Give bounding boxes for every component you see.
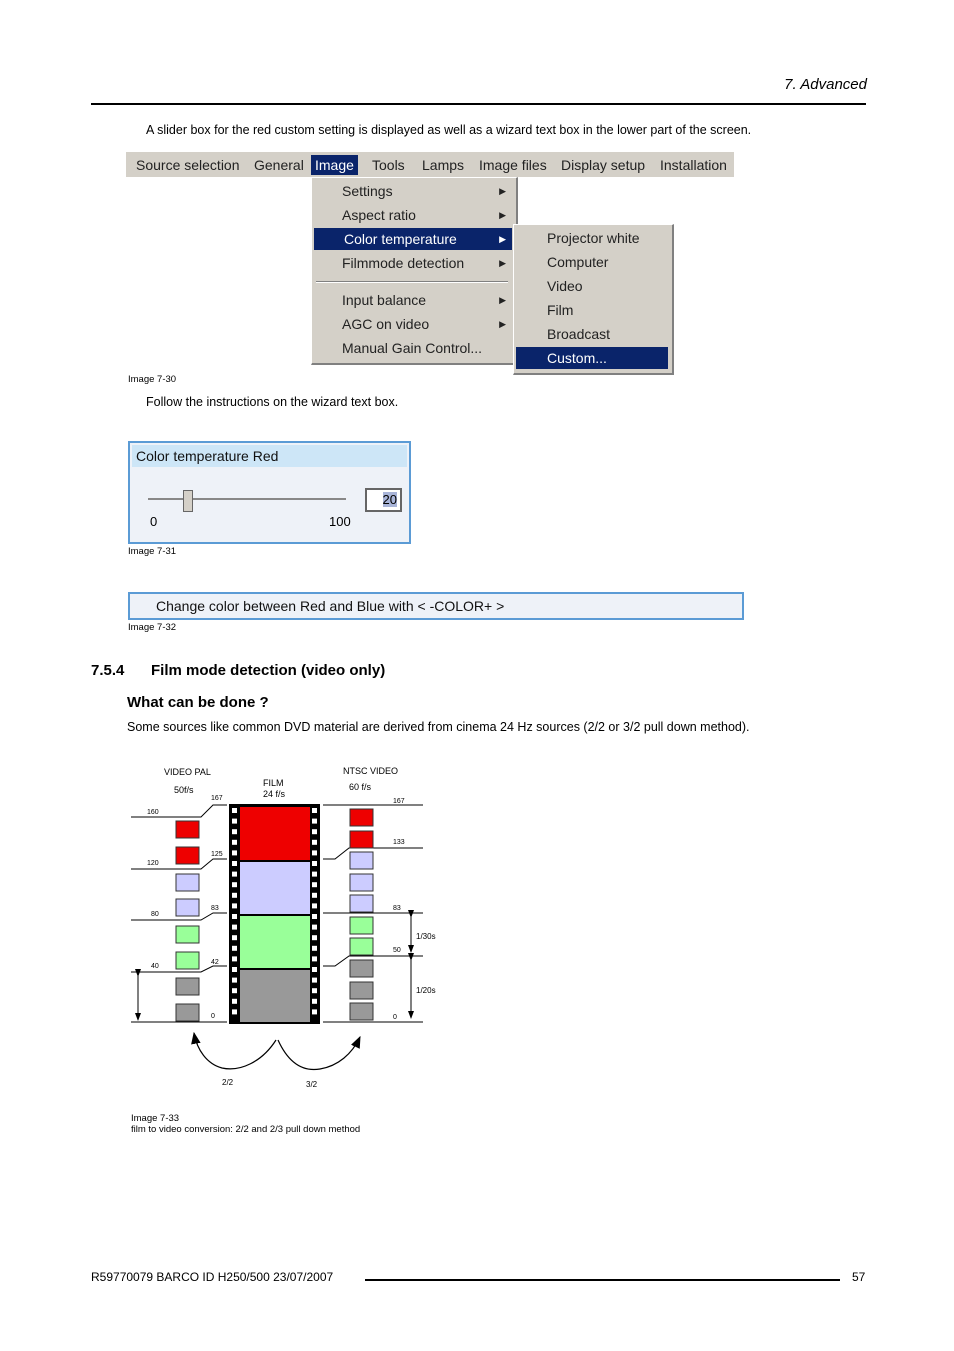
ntsc-frame-green [350, 938, 373, 955]
pal-tick-40: 40 [151, 963, 159, 970]
film-perforation [232, 967, 237, 972]
film-frame-blue [240, 862, 310, 914]
film-perforation [232, 819, 237, 824]
film-perforation [232, 935, 237, 940]
slider-min-label: 0 [150, 514, 158, 529]
menu-display-setup[interactable]: Display setup [561, 157, 646, 173]
film-perforation [312, 999, 317, 1004]
ntsc-rate-label: 60 f/s [349, 782, 372, 792]
film-rate-label: 24 f/s [263, 789, 286, 799]
pal-frame-red [176, 847, 199, 864]
ntsc-tick-83: 83 [393, 905, 401, 912]
instruction-paragraph: Follow the instructions on the wizard text box. [146, 395, 399, 409]
pal-frame-blue [176, 874, 199, 891]
film-perforation [312, 829, 317, 834]
menu-image[interactable]: Image [311, 155, 358, 175]
pal-frame-green [176, 926, 199, 943]
film-perforation [312, 956, 317, 961]
film-perforation [232, 978, 237, 983]
menu-item-label: Input balance [342, 292, 427, 308]
film-perforation [232, 946, 237, 951]
menu-source-selection[interactable]: Source selection [136, 157, 240, 173]
menu-item-label: Manual Gain Control... [342, 340, 483, 356]
pulldown-2-2-label: 2/2 [222, 1078, 234, 1087]
film-perforation [312, 840, 317, 845]
film-label: FILM [263, 778, 284, 788]
film-perforation [312, 914, 317, 919]
film-frame-gray [240, 970, 310, 1022]
film-perforation [232, 956, 237, 961]
menu-tools[interactable]: Tools [372, 157, 405, 173]
film-perforation [312, 861, 317, 866]
pal-boundary-line [131, 805, 227, 817]
film-perforation [312, 882, 317, 887]
film-perforation [232, 925, 237, 930]
ntsc-tick-133: 133 [393, 839, 405, 846]
ntsc-tick-167: 167 [393, 798, 405, 805]
pal-rate-label: 50f/s [174, 785, 194, 795]
menu-item-label: Aspect ratio [342, 207, 416, 223]
pal-frame-gray [176, 1004, 199, 1021]
ntsc-tick-0: 0 [393, 1014, 397, 1021]
submenu-item-broadcast[interactable]: Broadcast [547, 326, 611, 342]
pal-frame-red [176, 821, 199, 838]
submenu-arrow-icon: ▶ [499, 258, 506, 268]
submenu-item-video[interactable]: Video [547, 278, 583, 294]
film-perforation [312, 978, 317, 983]
menu-item-label: AGC on video [342, 316, 430, 332]
subheading-what-can-be-done: What can be done ? [127, 694, 269, 711]
film-perforation [312, 988, 317, 993]
ntsc-frame-red [350, 809, 373, 826]
caption-image-7-32: Image 7-32 [128, 622, 177, 633]
film-frame-green [240, 916, 310, 968]
film-perforation [232, 850, 237, 855]
caption-image-7-33-description: film to video conversion: 2/2 and 2/3 pull down method [131, 1124, 361, 1135]
submenu-arrow-icon: ▶ [499, 186, 506, 196]
pal-tick-83: 83 [211, 905, 219, 912]
film-strip [229, 804, 320, 1024]
intro-paragraph: A slider box for the red custom setting is displayed as well as a wizard text box in the lower part of the screen. [146, 123, 752, 137]
section-title: Film mode detection (video only) [151, 662, 386, 679]
submenu-item-computer[interactable]: Computer [547, 254, 609, 270]
video-pal-label: VIDEO PAL [164, 767, 211, 777]
film-perforation [312, 925, 317, 930]
film-perforation [312, 872, 317, 877]
film-perforation [312, 819, 317, 824]
pal-tick-160: 160 [147, 809, 159, 816]
film-perforation [312, 893, 317, 898]
section-number: 7.5.4 [91, 662, 125, 679]
ntsc-interval-1-30: 1/30s [416, 932, 436, 941]
pal-frame-blue [176, 899, 199, 916]
pal-tick-120: 120 [147, 860, 159, 867]
submenu-item-projector-white[interactable]: Projector white [547, 230, 640, 246]
submenu-arrow-icon: ▶ [499, 210, 506, 220]
film-perforation [312, 808, 317, 813]
pal-frame-gray [176, 978, 199, 995]
slider-value-text: 20 [382, 492, 397, 507]
footer-page-number: 57 [852, 1270, 866, 1284]
film-perforation [232, 893, 237, 898]
pal-tick-42: 42 [211, 959, 219, 966]
section-header-title: 7. Advanced [784, 76, 867, 93]
film-perforation [312, 1009, 317, 1014]
ntsc-video-label: NTSC VIDEO [343, 766, 399, 776]
footer-doc-id: R59770079 BARCO ID H250/500 23/07/2007 [91, 1270, 334, 1284]
pulldown-3-2-label: 3/2 [306, 1080, 318, 1089]
description-paragraph: Some sources like common DVD material are derived from cinema 24 Hz sources (2/2 or 3/2 pull down method). [127, 720, 750, 734]
film-perforation [232, 840, 237, 845]
caption-image-7-33: Image 7-33 [131, 1113, 180, 1124]
slider-box-title: Color temperature Red [132, 445, 407, 467]
film-perforation [232, 872, 237, 877]
ntsc-frame-blue [350, 874, 373, 891]
ntsc-interval-1-20: 1/20s [416, 986, 436, 995]
submenu-item-custom[interactable]: Custom... [516, 347, 668, 369]
film-perforation [232, 808, 237, 813]
pulldown-2-2-arrow [194, 1033, 276, 1069]
film-perforation [312, 946, 317, 951]
caption-image-7-31: Image 7-31 [128, 546, 177, 557]
ntsc-frame-gray [350, 960, 373, 977]
menu-item-label: Filmmode detection [342, 255, 465, 271]
menu-general[interactable]: General [254, 157, 304, 173]
ntsc-frame-gray [350, 982, 373, 999]
film-perforation [232, 1009, 237, 1014]
film-perforation [312, 935, 317, 940]
ntsc-frame-blue [350, 895, 373, 912]
film-perforation [312, 967, 317, 972]
film-perforation [312, 850, 317, 855]
submenu-item-film[interactable]: Film [547, 302, 574, 318]
film-perforation [232, 903, 237, 908]
ntsc-frame-green [350, 917, 373, 934]
slider-max-label: 100 [329, 514, 351, 529]
film-perforation [232, 988, 237, 993]
menu-item-label: Color temperature [344, 231, 457, 247]
menu-installation[interactable]: Installation [660, 157, 727, 173]
pal-tick-80: 80 [151, 911, 159, 918]
ntsc-frame-blue [350, 852, 373, 869]
pal-tick-0: 0 [211, 1013, 215, 1020]
pulldown-3-2-arrow [278, 1037, 360, 1070]
film-perforation [232, 829, 237, 834]
pal-frame-green [176, 952, 199, 969]
pal-tick-125: 125 [211, 851, 223, 858]
pal-tick-167: 167 [211, 795, 223, 802]
film-perforation [232, 882, 237, 887]
film-frame-red [240, 807, 310, 860]
menu-image-files[interactable]: Image files [479, 157, 547, 173]
submenu-arrow-icon: ▶ [499, 295, 506, 305]
caption-image-7-30: Image 7-30 [128, 374, 177, 385]
footer-rule [365, 1279, 840, 1281]
ntsc-frame-gray [350, 1003, 373, 1020]
wizard-text-box: Change color between Red and Blue with < -COLOR+ > [128, 592, 744, 620]
film-perforation [232, 914, 237, 919]
ntsc-tick-50: 50 [393, 947, 401, 954]
film-perforation [312, 903, 317, 908]
menu-lamps[interactable]: Lamps [422, 157, 465, 173]
ntsc-frame-red [350, 831, 373, 848]
menu-item-label: Settings [342, 183, 393, 199]
submenu-arrow-icon: ▶ [499, 234, 506, 244]
submenu-arrow-icon: ▶ [499, 319, 506, 329]
film-perforation [232, 861, 237, 866]
film-perforation [232, 999, 237, 1004]
